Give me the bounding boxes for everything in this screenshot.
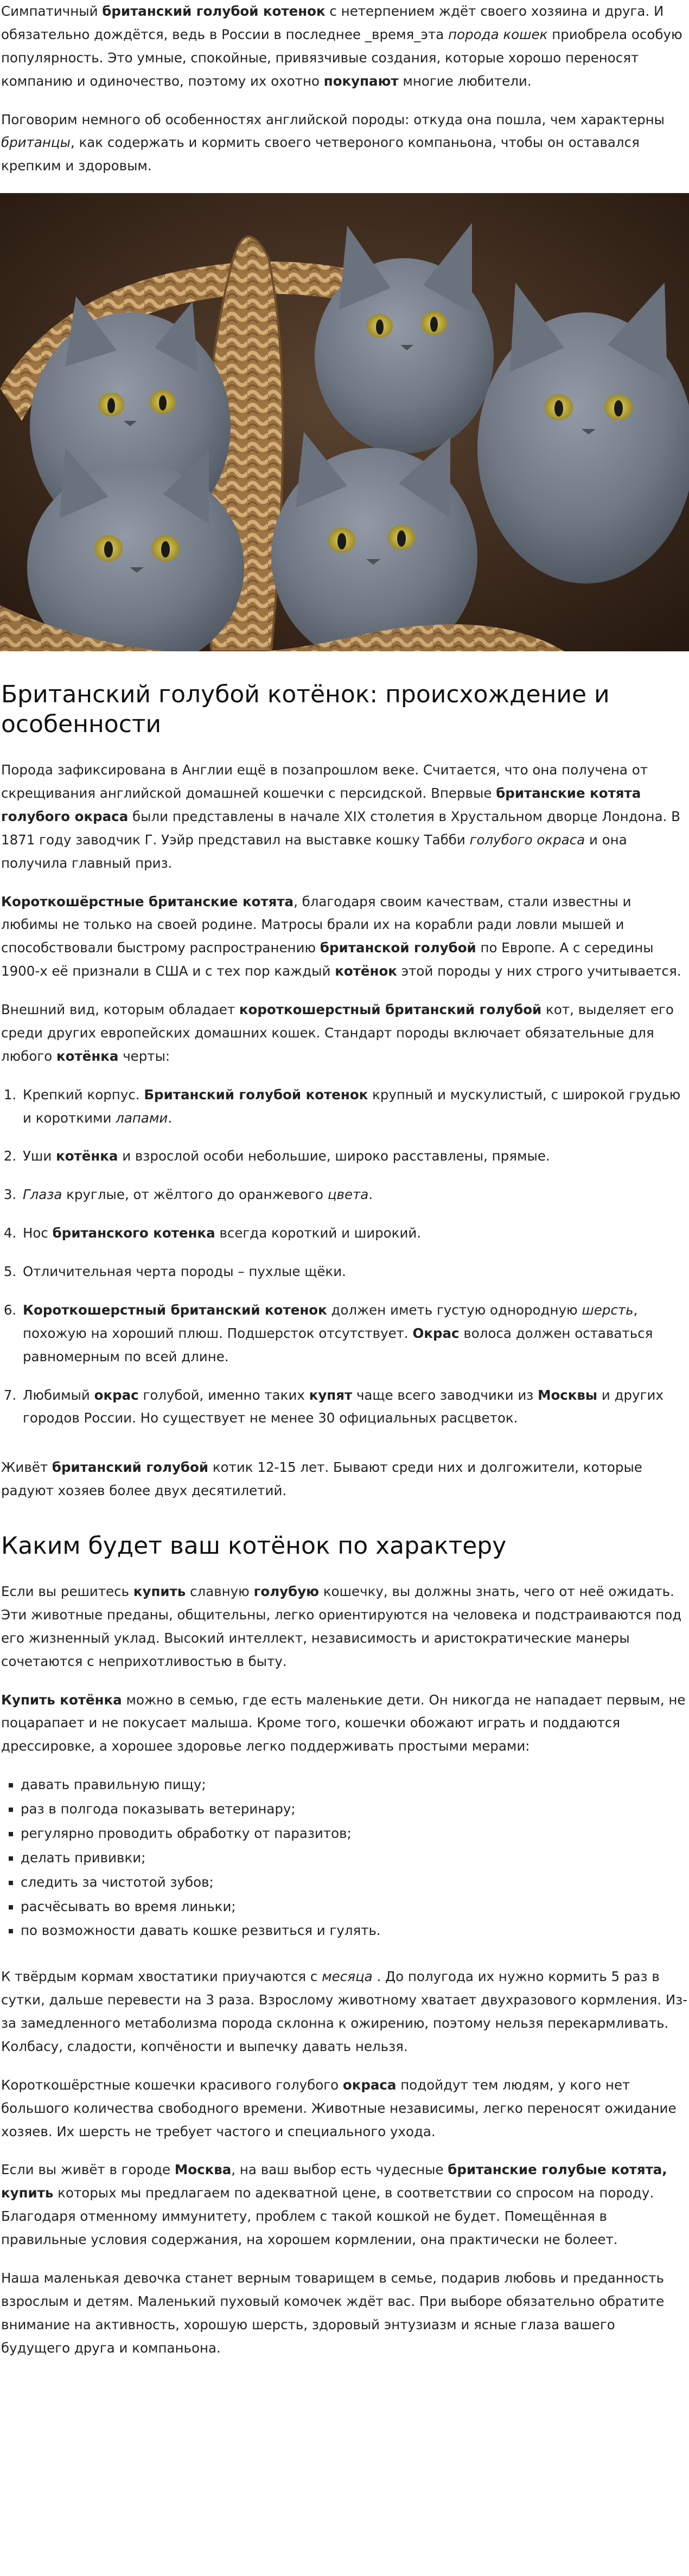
care-list-item: ▪ делать прививки;	[21, 1847, 688, 1870]
bold-text: британские голубые котята, купить	[1, 2162, 667, 2201]
italic-text: Глаза	[23, 1187, 62, 1203]
character-paragraph-3: К твёрдым кормам хвостатики приучаются с месяца . До полугода их нужно кормить 5 раз в сутки, дальше перевести на 3 раза. Взрослому животному хватает двухразового кормления. Из-за замедленного метаболизма порода склонна к ожирению, поэтому нельзя перекармливать. Колбасу, сладости, копчёности и выпечку давать нельзя.	[1, 1969, 688, 2054]
italic-text: британцы	[1, 134, 71, 151]
breed-features-list	[1, 1084, 688, 1431]
italic-text: лапами	[116, 1110, 168, 1126]
kitten-middle-bottom	[271, 432, 477, 651]
bold-text: голубую	[253, 1584, 320, 1599]
bold-text: Купить котёнка	[1, 1691, 122, 1708]
character-paragraph-1: Если вы решитесь купить славную голубую кошечку, вы должны знать, чего от неё ожидать. Эти животные преданы, общительны, легко ориентируются на человека и подстраиваются под его жизненный уклад. Высокий интеллект, независимость и аристократические манеры сочетаются с неприхотливостью в быту.	[1, 1584, 682, 1669]
features-list-item: 6. Короткошерстный британский котенок должен иметь густую однородную шерсть, похожую на хороший плюш. Подшерсток отсутствует. Окрас волоса должен оставаться равномерным по всей длине.	[21, 1299, 688, 1369]
bold-text: Короткошерстный британский котенок	[23, 1302, 327, 1318]
origin-paragraph-1: Порода зафиксирована в Англии ещё в позапрошлом веке. Считается, что она получена от скрещивания английской домашней кошечки с персидской. Впервые британские котята голубого окраса были представлены в начале XIX столетия в Хрустальном дворце Лондона. В 1871 году заводчик Г. Уэйр представил на выставке кошку Табби голубого окраса и она получила главный приз.	[1, 762, 680, 871]
care-list-item: ▪ раз в полгода показывать ветеринару;	[21, 1798, 688, 1821]
care-list-item: ▪ расчёсывать во время линьки;	[21, 1895, 688, 1919]
features-list-item: 5. Отличительная черта породы – пухлые щёки.	[21, 1260, 688, 1284]
bold-text: купят	[309, 1387, 353, 1403]
bold-text: короткошерстный британский голубой	[239, 1002, 542, 1017]
bold-text: Окрас	[412, 1325, 460, 1341]
character-paragraph-4: Короткошёрстные кошечки красивого голубого окраса подойдут тем людям, у кого нет большого количества свободного времени. Животные независимы, легко переносят ожидание хозяев. Их шерсть не требует частого и специального ухода.	[1, 2077, 677, 2139]
kittens-in-basket-image	[0, 193, 689, 651]
bold-text: Москвы	[538, 1387, 598, 1403]
italic-text: порода кошек	[448, 26, 548, 42]
italic-text: шерсть	[582, 1302, 634, 1318]
bold-text: окрас	[94, 1387, 139, 1403]
intro-paragraph-2: Поговорим немного об особенностях английской породы: откуда она пошла, чем характерны британцы, как содержать и кормить своего четвероного компаньона, чтобы он оставался крепким и здоровым.	[1, 111, 665, 174]
bold-text: британский голубой	[52, 1459, 209, 1476]
bold-text: Москва	[174, 2162, 232, 2178]
intro-paragraph-1: Симпатичный британский голубой котенок с нетерпением ждёт своего хозяина и друга. И обязательно дождётся, ведь в России в последнее _время_эта порода кошек приобрела особую популярность. Это умные, спокойные, привязчивые создания, которые хорошо переносят компанию и одиночество, поэтому их охотно покупают многие любители.	[1, 3, 682, 89]
bold-text: Короткошёрстные британские котята	[1, 893, 294, 909]
care-list	[1, 1773, 688, 1943]
section-heading-origin: Британский голубой котёнок: происхождение и особенности	[1, 681, 610, 739]
bold-text: котёнок	[335, 963, 397, 979]
character-paragraph-6: Наша маленькая девочка станет верным товарищем в семье, подарив любовь и преданность взрослым и детям. Маленький пуховый комочек ждёт вас. При выборе обязательно обратите внимание на активность, хорошую шерсть, здоровый энтузиазм и ясные глаза вашего будущего друга и компаньона.	[1, 2270, 665, 2356]
italic-text: месяца	[322, 1969, 373, 1985]
section-heading-character: Каким будет ваш котёнок по характеру	[1, 1532, 507, 1560]
origin-paragraph-2: Короткошёрстные британские котята, благодаря своим качествам, стали известны и любимы не только на своей родине. Матросы брали их на корабли ради ловли мышей и способствовали быстрому распространению британской голубой по Европе. А с середины 1900-х её признали в США и с тех пор каждый котёнок этой породы у них строго учитывается.	[1, 893, 681, 979]
bold-text: окраса	[342, 2077, 397, 2093]
bold-text: купить	[133, 1584, 186, 1599]
bold-text: британского котенка	[52, 1225, 215, 1241]
features-list-item: 4. Нос британского котенка всегда короткий и широкий.	[21, 1222, 688, 1245]
origin-paragraph-3: Внешний вид, которым обладает короткошерстный британский голубой кот, выделяет его среди других европейских домашних кошек. Стандарт породы включает обязательные для любого котёнка черты:	[1, 1002, 674, 1064]
italic-text: голубого окраса	[469, 831, 585, 848]
bold-text: Британский голубой котенок	[144, 1086, 368, 1103]
bold-text: покупают	[323, 73, 399, 89]
care-list-item: ▪ по возможности давать кошке резвиться и гулять.	[21, 1919, 688, 1943]
bold-text: британские котята голубого окраса	[1, 785, 641, 824]
care-list-item: ▪ регулярно проводить обработку от паразитов;	[21, 1822, 688, 1846]
care-list-item: ▪ следить за чистотой зубов;	[21, 1871, 688, 1894]
bold-text: котёнка	[56, 1048, 119, 1064]
origin-paragraph-4: Живёт британский голубой котик 12-15 лет. Бывают среди них и долгожители, которые радуют хозяев более двух десятилетий.	[1, 1459, 642, 1499]
bold-text: британский голубой котенок	[102, 3, 326, 19]
features-list-item: 1. Крепкий корпус. Британский голубой котенок крупный и мускулистый, с широкой грудью и короткими лапами.	[21, 1084, 688, 1130]
character-paragraph-2: Купить котёнка можно в семью, где есть маленькие дети. Он никогда не нападает первым, не поцарапает и не покусает малыша. Кроме того, кошечки обожают играть и поддаются дрессировке, а хорошее здоровье легко поддерживать простыми мерами:	[1, 1691, 686, 1754]
character-paragraph-5: Если вы живёт в городе Москва, на ваш выбор есть чудесные британские голубые котята, купить которых мы предлагаем по адекватной цене, в соответствии со спросом на породу. Благодаря отменному иммунитету, проблем с такой кошкой не будет. Помещённая в правильные условия содержания, на хорошем кормлении, она практически не болеет.	[1, 2162, 667, 2247]
bold-text: котёнка	[56, 1148, 118, 1164]
features-list-item: 2. Уши котёнка и взрослой особи небольшие, широко расставлены, прямые.	[21, 1145, 688, 1168]
italic-text: цвета	[327, 1187, 369, 1203]
bold-text: британской голубой	[320, 940, 476, 956]
features-list-item: 7. Любимый окрас голубой, именно таких купят чаще всего заводчики из Москвы и других городов России. Но существует не менее 30 официальных расцветок.	[21, 1384, 688, 1431]
care-list-item: ▪ давать правильную пищу;	[21, 1773, 688, 1797]
features-list-item: 3. Глаза круглые, от жёлтого до оранжевого цвета.	[21, 1183, 688, 1207]
